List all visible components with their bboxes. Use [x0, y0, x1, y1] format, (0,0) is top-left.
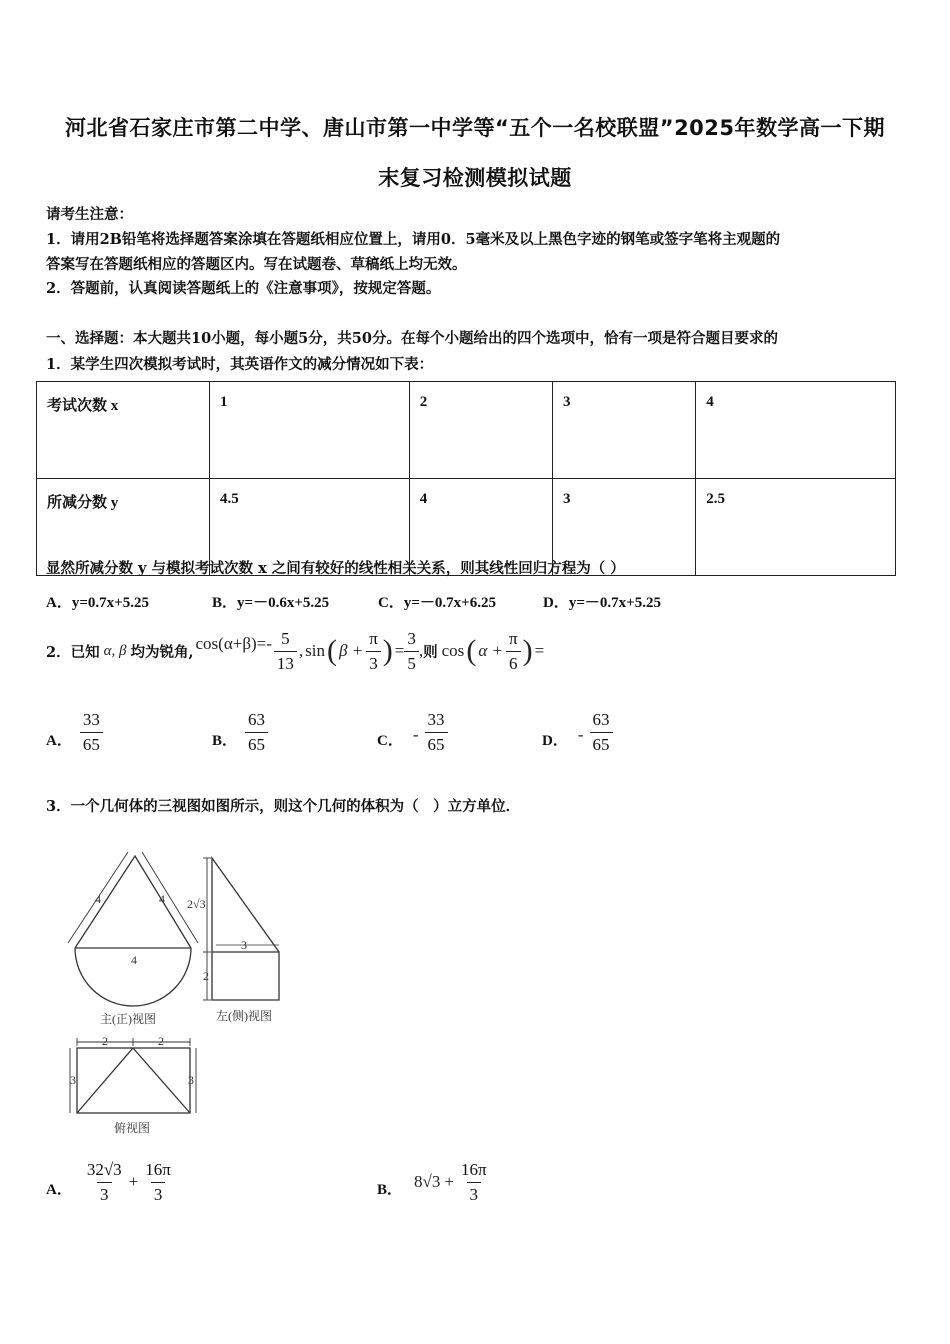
- dim-top-right: 2: [158, 1034, 164, 1048]
- notice-item-1-line-1: 1．请用2B铅笔将选择题答案涂填在答题纸相应位置上，请用0．5毫米及以上黑色字迹的钢笔或签字笔将主观题的: [46, 231, 781, 248]
- option-label: C．: [377, 732, 403, 749]
- dim-height-top: 2√3: [187, 897, 206, 911]
- top-view-label: 俯视图: [114, 1121, 151, 1135]
- option-text: y=0.7x+5.25: [71, 595, 149, 611]
- dim-top-side-left: 3: [70, 1073, 76, 1087]
- q2-cos-expr: cos(α+β)=-: [195, 634, 272, 653]
- dim-top-left: 2: [102, 1034, 108, 1048]
- q1-stem: 1．某学生四次模拟考试时，其英语作文的减分情况如下表：: [46, 356, 434, 373]
- q2-sin-arg: β +: [339, 641, 364, 660]
- q3-option-a[interactable]: [46, 1160, 174, 1204]
- dim-base: 4: [131, 953, 137, 967]
- dim-height-rect: 2: [203, 969, 209, 983]
- q2-frac-3-5: [404, 629, 419, 673]
- q2-frac-pi-6: [506, 629, 521, 673]
- q3-stem: 3．一个几何体的三视图如图所示，则这个几何的体积为（ ）立方单位．: [46, 798, 521, 815]
- dim-width-side: 3: [241, 938, 247, 952]
- q2-option-d[interactable]: [542, 710, 613, 754]
- frac-numerator: 5: [281, 628, 290, 648]
- table-cell: 4.5: [210, 479, 410, 576]
- option-plus: +: [444, 1172, 454, 1192]
- q1-data-table: [36, 381, 896, 576]
- table-cell: 3: [552, 382, 695, 479]
- option-fraction: [425, 710, 448, 754]
- top-view-rect: [77, 1048, 190, 1113]
- table-cell: 考试次数 x: [37, 382, 210, 479]
- frac-denominator: 3: [151, 1182, 166, 1205]
- table-cell: 所减分数 y: [37, 479, 210, 576]
- option-fraction-b: [458, 1160, 490, 1204]
- option-label: B．: [212, 732, 238, 749]
- frac-denominator: 13: [274, 651, 297, 674]
- q2-end: =: [534, 641, 545, 660]
- option-fraction: [245, 710, 268, 754]
- dim-edge-left: 4: [95, 892, 101, 906]
- option-fraction-b: [142, 1160, 174, 1204]
- option-sign: -: [412, 725, 419, 745]
- frac-numerator: 16π: [145, 1160, 171, 1179]
- option-label: A．: [46, 732, 72, 749]
- front-view-label: 主(正)视图: [100, 1012, 156, 1026]
- option-label: A．: [46, 1181, 72, 1198]
- option-text: y=－0.7x+5.25: [568, 595, 661, 611]
- q2-stem: 2．已知 α, β 均为锐角, cos(α+β)=- $\frac{5}{13}$ , sin ( β + $\frac{\pi}{3}$ ) = $\frac{3}{5}$ , 则 cos ( α + $\frac{\pi}{6}$ ) =: [46, 628, 545, 673]
- frac-denominator: 3: [467, 1182, 482, 1205]
- three-view-figure: [60, 848, 300, 1138]
- frac-numerator: 32√3: [86, 1160, 122, 1179]
- option-fraction: [80, 710, 103, 754]
- frac-numerator: 63: [592, 710, 610, 729]
- frac-denominator: 6: [506, 651, 521, 674]
- side-view-label: 左(侧)视图: [216, 1009, 272, 1023]
- option-sign: -: [577, 725, 584, 745]
- q2-cos2: cos: [441, 641, 465, 660]
- table-cell: 4: [696, 382, 896, 479]
- q2-sin: sin: [305, 641, 325, 660]
- frac-numerator: 33: [82, 710, 100, 729]
- q2-then: 则: [423, 643, 438, 661]
- table-cell: 2: [409, 382, 552, 479]
- frac-denominator: 65: [425, 732, 448, 755]
- dim-edge-right: 4: [159, 892, 165, 906]
- q1-option-b[interactable]: [212, 591, 329, 612]
- q3-option-b[interactable]: [377, 1160, 490, 1204]
- table-cell: 1: [210, 382, 410, 479]
- q1-option-c[interactable]: [378, 591, 496, 612]
- table-cell: 3: [552, 479, 695, 576]
- option-label: D．: [542, 732, 568, 749]
- q2-prefix: 2．已知: [46, 643, 100, 661]
- frac-numerator: 3: [407, 628, 416, 648]
- section-1-heading: 一、选择题：本大题共10小题，每小题5分，共50分。在每个小题给出的四个选项中，恰有一项是符合题目要求的: [46, 330, 778, 347]
- frac-numerator: 63: [248, 710, 266, 729]
- q2-frac-5-13: [274, 629, 297, 673]
- q2-frac-pi-3: [366, 629, 381, 673]
- frac-numerator: π: [369, 628, 378, 648]
- frac-denominator: 3: [97, 1182, 112, 1205]
- frac-numerator: π: [508, 628, 518, 648]
- top-view-triangle: [77, 1048, 190, 1113]
- option-label: B．: [377, 1181, 403, 1198]
- option-plus: +: [128, 1172, 139, 1192]
- frac-numerator: 33: [427, 710, 445, 729]
- table-cell: 4: [409, 479, 552, 576]
- frac-numerator: 16π: [460, 1160, 487, 1179]
- dim-top-side-right: 3: [188, 1073, 194, 1087]
- option-text: y=－0.6x+5.25: [237, 595, 330, 611]
- q1-option-d[interactable]: [543, 591, 661, 612]
- page-title-line-1: 河北省石家庄市第二中学、唐山市第一中学等“五个一名校联盟”2025年数学高一下期: [64, 116, 886, 140]
- q2-eq: =: [394, 641, 405, 660]
- option-term-a: 8√3: [414, 1172, 441, 1192]
- table-row: [37, 382, 896, 479]
- frac-denominator: 65: [80, 732, 103, 755]
- frac-denominator: 3: [366, 651, 381, 674]
- option-label: D．: [543, 595, 569, 611]
- q2-vars: α, β: [103, 642, 127, 659]
- notice-item-1-line-2: 答案写在答题纸相应的答题区内。写在试题卷、草稿纸上均无效。: [46, 256, 467, 273]
- option-label: C．: [378, 595, 404, 611]
- notice-item-2: 2．答题前，认真阅读答题纸上的《注意事项》，按规定答题。: [46, 280, 441, 297]
- q2-cos2-arg: α +: [478, 641, 503, 660]
- side-view-shape: [212, 858, 279, 1000]
- notice-heading: 请考生注意：: [46, 206, 133, 223]
- front-view-triangle: [75, 856, 191, 948]
- table-cell: 2.5: [696, 479, 896, 576]
- frac-denominator: 5: [404, 651, 419, 674]
- q2-option-a[interactable]: [46, 710, 103, 754]
- q2-option-c[interactable]: [377, 710, 448, 754]
- q1-option-a[interactable]: [46, 591, 149, 612]
- frac-denominator: 65: [590, 732, 613, 755]
- option-fraction: [590, 710, 613, 754]
- page-title-line-2: 末复习检测模拟试题: [378, 166, 572, 190]
- option-text: y=－0.7x+6.25: [403, 595, 496, 611]
- q2-mid: 均为锐角,: [130, 643, 194, 661]
- q1-question: 显然所减分数 y 与模拟考试次数 x 之间有较好的线性相关关系，则其线性回归方程为（ ）: [46, 560, 625, 577]
- option-label: B．: [212, 595, 238, 611]
- frac-denominator: 65: [245, 732, 268, 755]
- q2-option-b[interactable]: [212, 710, 268, 754]
- option-fraction-a: [84, 1160, 125, 1204]
- option-label: A．: [46, 595, 72, 611]
